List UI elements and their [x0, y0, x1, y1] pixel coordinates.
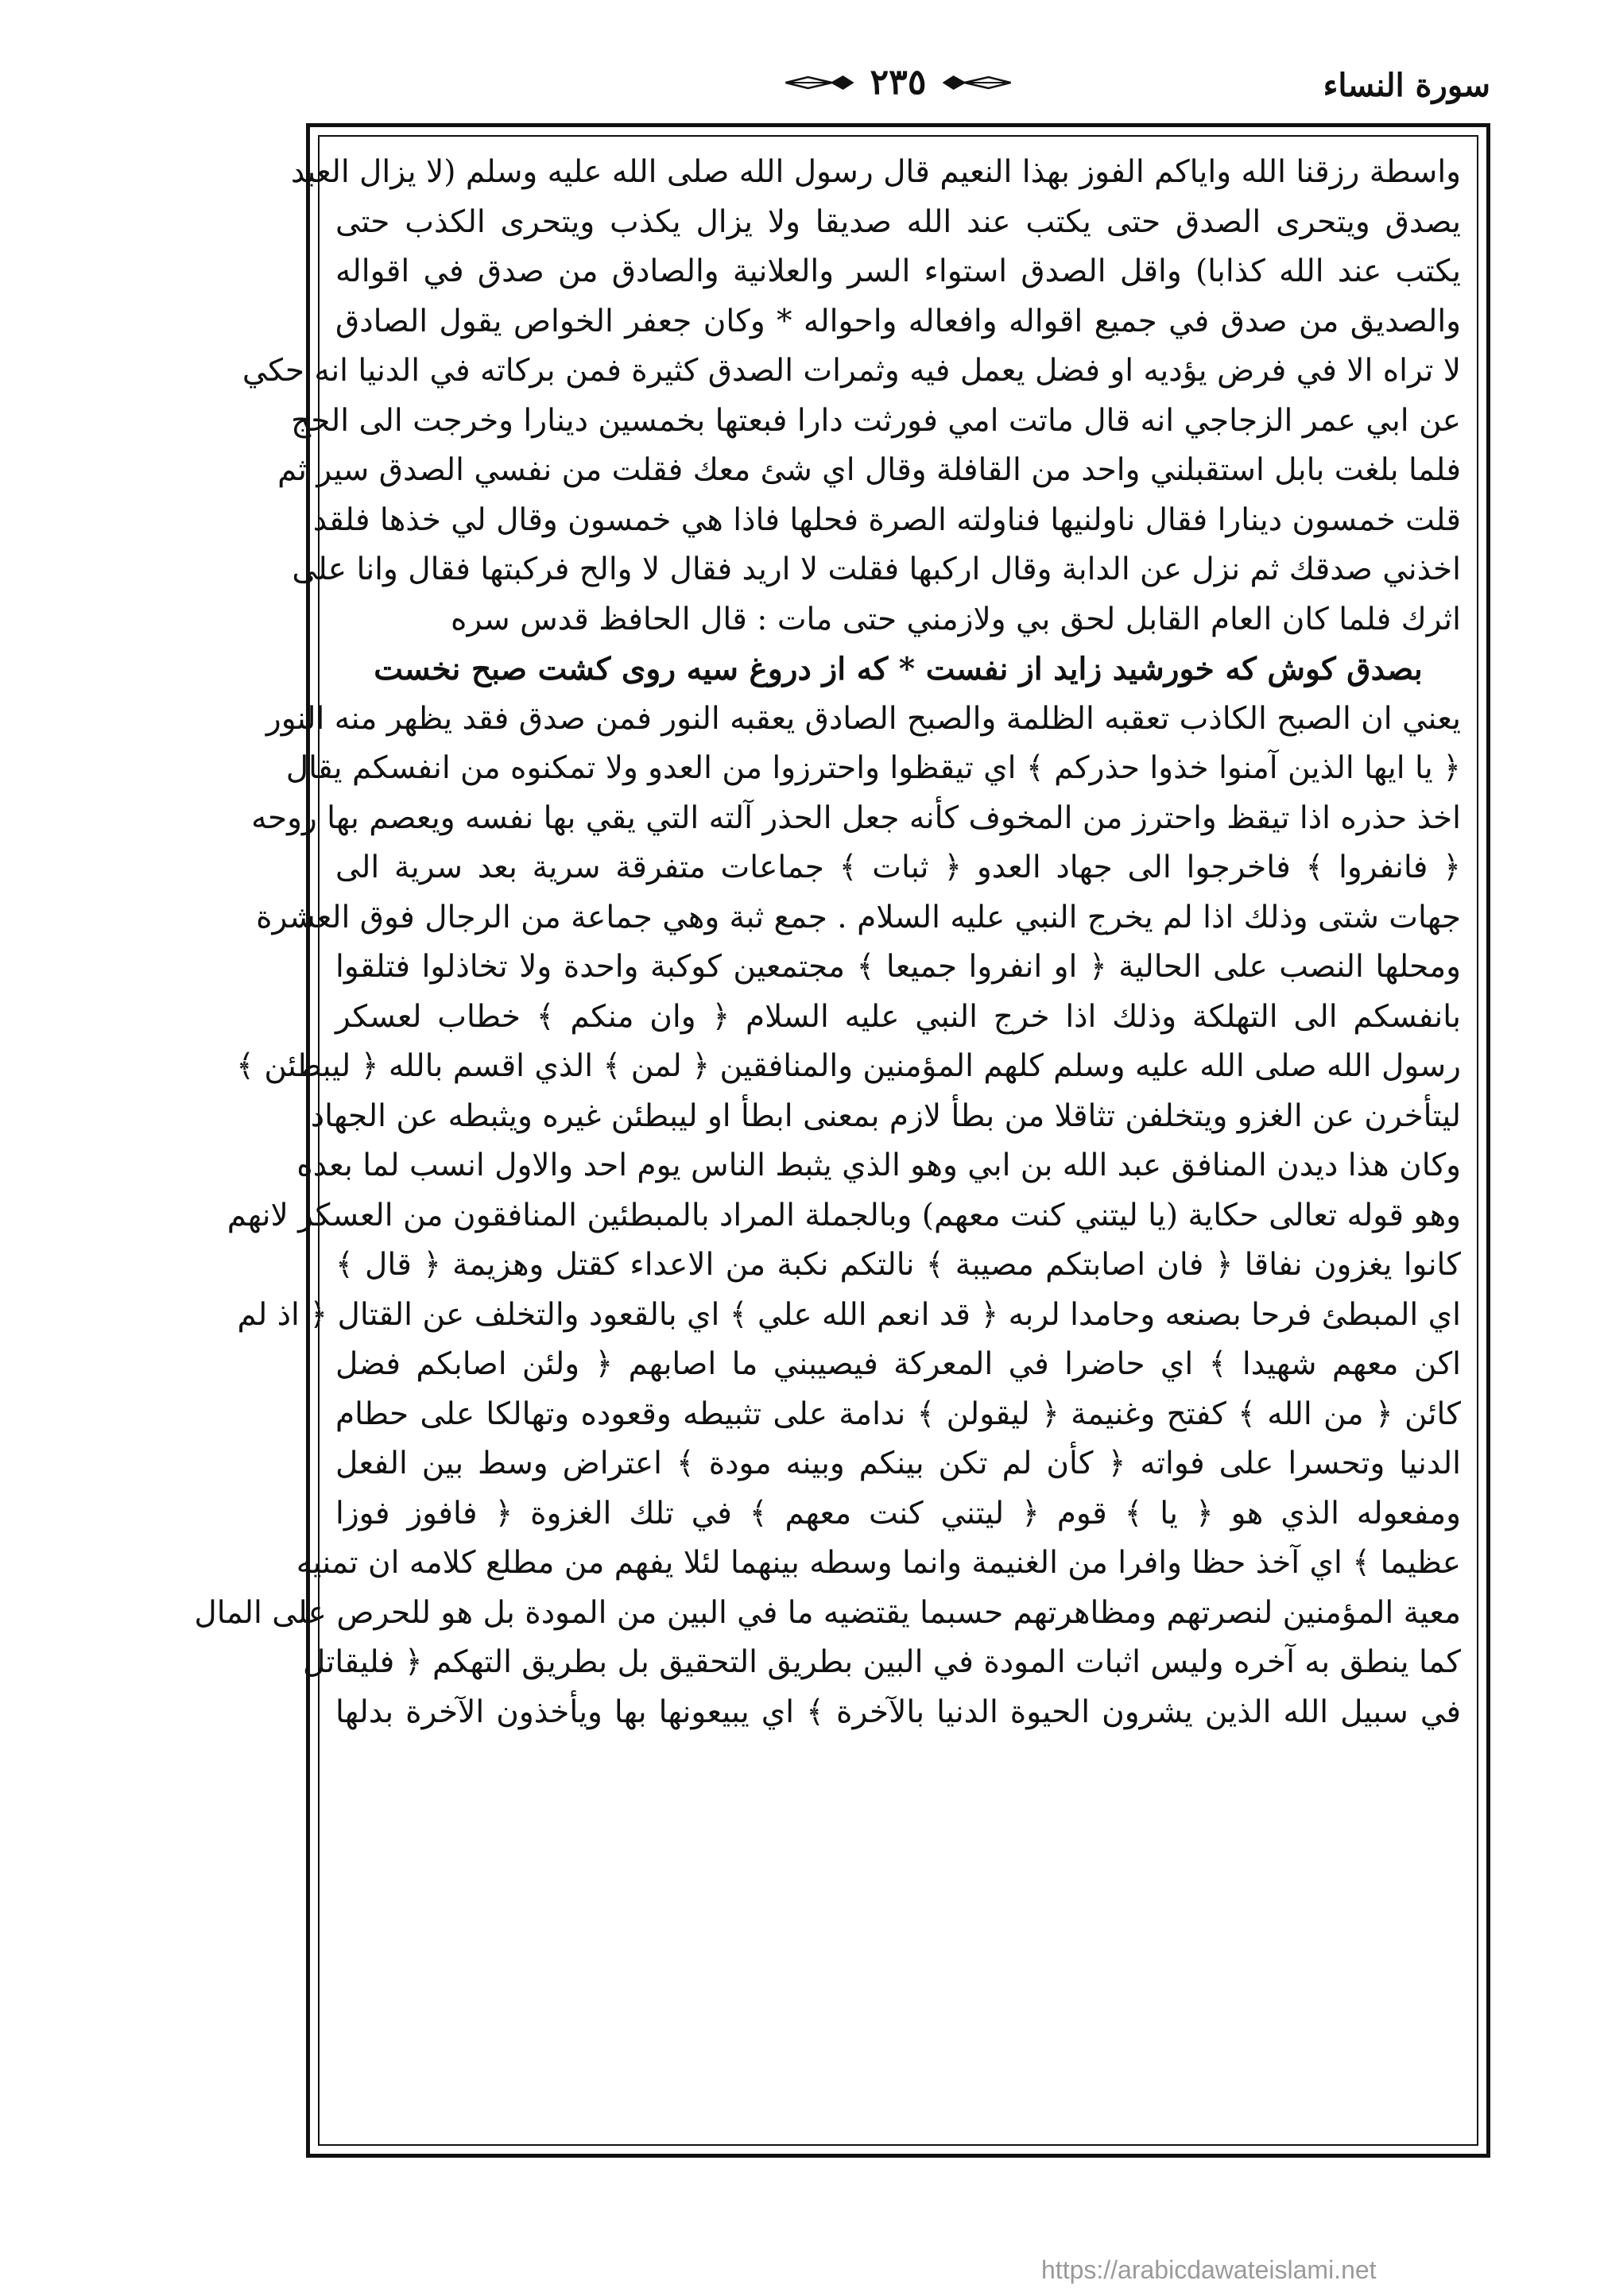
page-frame [194, 123, 1490, 2158]
page-header [306, 62, 1490, 126]
text-line: والصديق من صدق في جميع اقواله وافعاله واحواله * وكان جعفر الخواص يقول الصادق [335, 303, 1461, 339]
surah-name: سورة النساء [1323, 67, 1490, 104]
text-line: يصدق ويتحرى الصدق حتى يكتب عند الله صديقا ولا يزال يكذب ويتحرى الكذب حتى [335, 203, 1461, 240]
text-line: ليتأخرن عن الغزو ويتخلفن تثاقلا من بطأ لازم بمعنى ابطأ او ليبطئن غيره ويثبطه عن الجهاد [310, 1098, 1461, 1134]
text-line: فلما بلغت بابل استقبلني واحد من القافلة وقال اي شئ معك فقلت من نفسي الصدق سير ثم [277, 452, 1461, 488]
source-watermark: https://arabicdawateislami.net [1041, 2255, 1377, 2284]
right-ornament-icon [940, 72, 1012, 93]
text-line: عن ابي عمر الزجاجي انه قال ماتت امي فورثت دارا فبعتها بخمسين دينارا وخرجت الى الحج [291, 402, 1461, 439]
text-line: بانفسكم الى التهلكة وذلك اذا خرج النبي عليه السلام ﴿ وان منكم ﴾ خطاب لعسكر [335, 998, 1461, 1035]
text-line: جهات شتى وذلك اذا لم يخرج النبي عليه السلام . جمع ثبة وهي جماعة من الرجال فوق العشرة [256, 899, 1461, 935]
page-number-block [785, 62, 1013, 103]
text-line: قلت خمسون دينارا فقال ناولنيها فناولته الصرة فحلها فاذا هي خمسون وقال لي خذها فلقد [312, 501, 1461, 538]
text-line: كانوا يغزون نفاقا ﴿ فان اصابتكم مصيبة ﴾ نالتكم نكبة من الاعداء كقتل وهزيمة ﴿ قال ﴾ [335, 1247, 1461, 1283]
text-line: عظيما ﴾ اي آخذ حظا وافرا من الغنيمة وانما وسطه بينهما لئلا يفهم من مطلع كلامه ان تمنيه [296, 1545, 1461, 1581]
text-line: ﴿ فانفروا ﴾ فاخرجوا الى جهاد العدو ﴿ ثبات ﴾ جماعات متفرقة سرية بعد سرية الى [335, 850, 1461, 885]
text-line: معية المؤمنين لنصرتهم ومظاهرتهم حسبما يقتضيه ما في البين من المودة بل هو للحرص على المال [194, 1594, 1461, 1631]
text-line: ﴿ يا ايها الذين آمنوا خذوا حذركم ﴾ اي تيقظوا واحترزوا من العدو ولا تمكنوه من انفسكم يقال [285, 750, 1461, 786]
text-line: يعني ان الصبح الكاذب تعقبه الظلمة والصبح الصادق يعقبه النور فمن صدق فقد يظهر منه النور [265, 700, 1461, 737]
text-line: اكن معهم شهيدا ﴾ اي حاضرا في المعركة فيصيبني ما اصابهم ﴿ ولئن اصابكم فضل [335, 1346, 1461, 1382]
text-line: يكتب عند الله كذابا) واقل الصدق استواء السر والعلانية والصادق من صدق في اقواله [335, 254, 1461, 289]
text-line: رسول الله صلى الله عليه وسلم كلهم المؤمنين والمنافقين ﴿ لمن ﴾ الذي اقسم بالله ﴿ ليبطئن ﴾ [236, 1048, 1461, 1084]
text-line: الدنيا وتحسرا على فواته ﴿ كأن لم تكن بينكم وبينه مودة ﴾ اعتراض وسط بين الفعل [335, 1446, 1461, 1481]
text-line: واسطة رزقنا الله واياكم الفوز بهذا النعيم قال رسول الله صلى الله عليه وسلم (لا يزال العبد [290, 154, 1461, 190]
page-number: ٢٣٥ [870, 62, 927, 103]
text-line: وهو قوله تعالى حكاية (يا ليتني كنت معهم) وبالجملة المراد بالمبطئين المنافقون من العسكر لانهم [227, 1197, 1461, 1233]
text-line: ومفعوله الذي هو ﴿ يا ﴾ قوم ﴿ ليتني كنت معهم ﴾ في تلك الغزوة ﴿ فافوز فوزا [335, 1495, 1461, 1531]
text-line: وكان هذا ديدن المنافق عبد الله بن ابي وهو الذي يثبط الناس يوم احد والاول انسب لما بعده [296, 1148, 1461, 1183]
text-line: كما ينطق به آخره وليس اثبات المودة في البين بطريق التحقيق بل بطريق التهكم ﴿ فليقاتل [302, 1644, 1461, 1680]
text-line: اثرك فلما كان العام القابل لحق بي ولازمني حتى مات : قال الحافظ قدس سره [451, 601, 1461, 637]
text-line: كائن ﴿ من الله ﴾ كفتح وغنيمة ﴿ ليقولن ﴾ ندامة على تثبيطه وقعوده وتهالكا على حطام [335, 1396, 1461, 1432]
text-body [194, 148, 1461, 2138]
text-line: اخذني صدقك ثم نزل عن الدابة وقال اركبها فقلت لا اريد فقال لا والح فركبتها فقال وانا على [292, 552, 1461, 587]
text-line: في سبيل الله الذين يشرون الحيوة الدنيا بالآخرة ﴾ اي يبيعونها بها ويأخذون الآخرة بدلها [335, 1694, 1461, 1730]
poetry-line: بصدق كوش كه خورشيد زايد از نفست * كه از دروغ سيه روى كشت صبح نخست [374, 651, 1423, 687]
text-line: اخذ حذره اذا تيقظ واحترز من المخوف كأنه جعل الحذر آلته التي يقي بها نفسه ويعصم بها روحه [251, 800, 1461, 836]
text-line: اي المبطئ فرحا بصنعه وحامدا لربه ﴿ قد انعم الله علي ﴾ اي بالقعود والتخلف عن القتال ﴿ اذ لم [237, 1296, 1461, 1333]
text-line: ومحلها النصب على الحالية ﴿ او انفروا جميعا ﴾ مجتمعين كوكبة واحدة ولا تخاذلوا فتلقوا [335, 949, 1461, 985]
text-line: لا تراه الا في فرض يؤديه او فضل يعمل فيه وثمرات الصدق كثيرة فمن بركاته في الدنيا انه حكي [242, 353, 1461, 389]
left-ornament-icon [785, 72, 856, 93]
